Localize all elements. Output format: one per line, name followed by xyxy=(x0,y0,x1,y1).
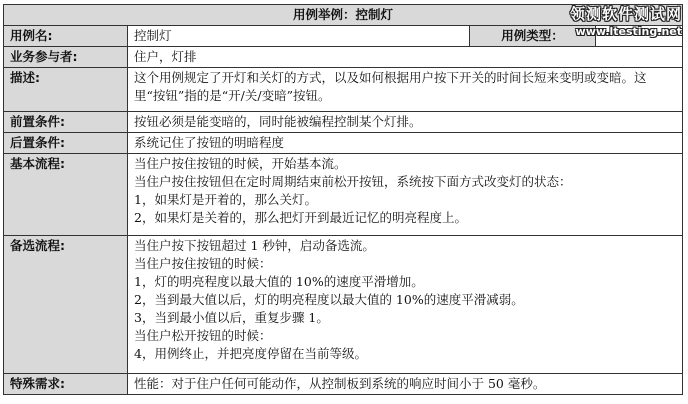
basic-flow-line: 当住户按住按钮的时候，开始基本流。 xyxy=(134,156,347,171)
description-row xyxy=(4,68,683,112)
special-label: 特殊需求: xyxy=(4,374,128,395)
basic-flow-line: 当住户按住按钮但在定时周期结束前松开按钮，系统按下面方式改变灯的状态： xyxy=(134,174,572,189)
watermark-url: www.ltesting.net xyxy=(575,25,682,38)
precondition-value: 按钮必须是能变暗的，同时能被编程控制某个灯排。 xyxy=(128,112,683,133)
actors-label: 业务参与者: xyxy=(4,47,128,68)
precondition-label: 前置条件: xyxy=(4,112,128,133)
watermark-name: 领测软件测试网 xyxy=(569,5,682,23)
postcondition-row xyxy=(4,133,683,154)
precondition-row xyxy=(4,112,683,133)
usecase-name-value: 控制灯 xyxy=(128,26,470,47)
alt-flow-label: 备选流程: xyxy=(4,236,128,374)
basic-flow-line: 2，如果灯是关着的，那么把灯开到最近记忆的明亮程度上。 xyxy=(134,210,467,225)
usecase-table xyxy=(3,4,683,395)
special-value: 性能：对于住户任何可能动作，从控制板到系统的响应时间小于 50 毫秒。 xyxy=(128,374,683,395)
alt-flow-line: 3，当到最小值以后，重复步骤 1。 xyxy=(134,310,329,325)
basic-flow-row xyxy=(4,154,683,236)
postcondition-label: 后置条件: xyxy=(4,133,128,154)
alt-flow-line: 2，当到最大值以后，灯的明亮程度以最大值的 10%的速度平滑减弱。 xyxy=(134,292,524,307)
usecase-name-label: 用例名: xyxy=(4,26,128,47)
alt-flow-content xyxy=(128,236,683,374)
postcondition-value: 系统记住了按钮的明暗程度 xyxy=(128,133,683,154)
title-row xyxy=(4,5,683,26)
usecase-type-value xyxy=(596,26,683,47)
alt-flow-line: 当住户按住按钮的时候： xyxy=(134,256,272,271)
table-title: 用例举例：控制灯 xyxy=(4,5,683,26)
alt-flow-row xyxy=(4,236,683,374)
alt-flow-line: 当住户松开按钮的时候： xyxy=(134,328,272,343)
description-text xyxy=(128,68,683,112)
special-row xyxy=(4,374,683,395)
actors-value: 住户，灯排 xyxy=(128,47,683,68)
description-paragraph: 这个用例规定了开灯和关灯的方式，以及如何根据用户按下开关的时间长短来变明或变暗。这里“按钮”指的是“开/关/变暗”按钮。 xyxy=(134,70,647,103)
basic-flow-label: 基本流程: xyxy=(4,154,128,236)
usecase-type-label: 用例类型： xyxy=(470,26,596,47)
alt-flow-line: 当住户按下按钮超过 1 秒钟，启动备选流。 xyxy=(134,238,375,253)
description-label: 描述: xyxy=(4,68,128,112)
actors-row xyxy=(4,47,683,68)
basic-flow-content xyxy=(128,154,683,236)
usecase-name-row xyxy=(4,26,683,47)
alt-flow-line: 1，灯的明亮程度以最大值的 10%的速度平滑增加。 xyxy=(134,274,424,289)
alt-flow-line: 4，用例终止，并把亮度停留在当前等级。 xyxy=(134,346,367,361)
basic-flow-line: 1，如果灯是开着的，那么关灯。 xyxy=(134,192,317,207)
